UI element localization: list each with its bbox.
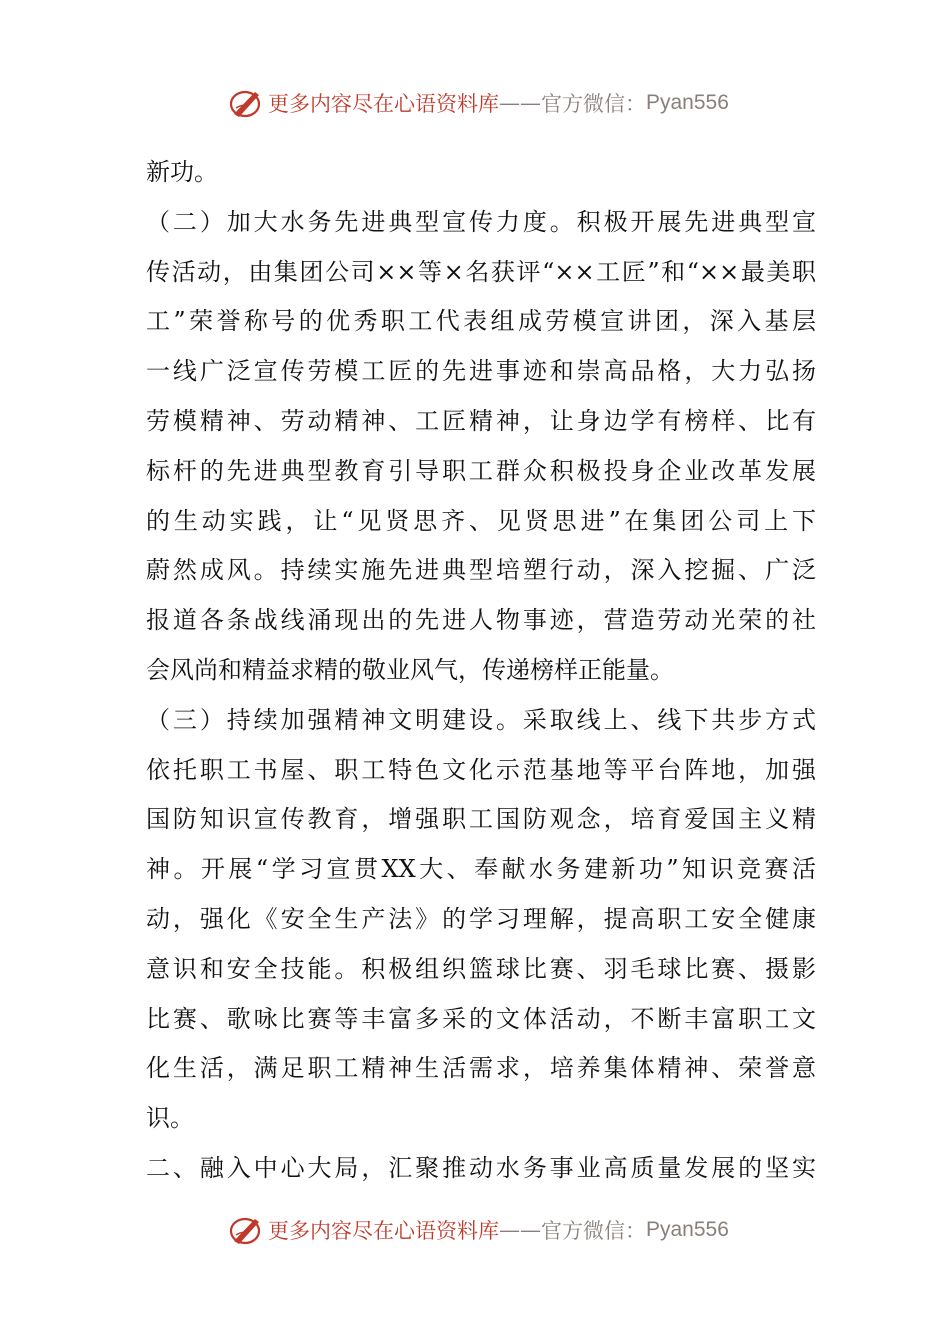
text-line: （三）持续加强精神文明建设。采取线上、线下共步方式 [146, 705, 816, 734]
text-line: 会风尚和精益求精的敬业风气，传递榜样正能量。 [146, 655, 674, 684]
watermark-label: 官方微信： [541, 1219, 646, 1243]
text-line: 传活动，由集团公司××等×名获评“××工匠”和“××最美职 [146, 257, 816, 286]
text-line: 神。开展“学习宣贯XX大、奉献水务建新功”知识竞赛活 [146, 855, 816, 884]
text-line: 国防知识宣传教育，增强职工国防观念，培育爱国主义精 [146, 805, 816, 834]
text-line: 二、融入中心大局，汇聚推动水务事业高质量发展的坚实 [146, 1153, 816, 1182]
watermark-dash: —— [499, 91, 541, 115]
text-line: （二）加大水务先进典型宣传力度。积极开展先进典型宣 [146, 207, 816, 236]
text-line: 动，强化《安全生产法》的学习理解，提高职工安全健康 [146, 904, 816, 933]
watermark-dash: —— [499, 1218, 541, 1242]
text-line: 工”荣誉称号的优秀职工代表组成劳模宣讲团，深入基层 [146, 307, 816, 336]
header-watermark [228, 86, 729, 120]
watermark-wechat-id: Pyan556 [646, 91, 729, 114]
text-line: 识。 [146, 1104, 194, 1133]
pen-logo-icon [228, 1213, 264, 1247]
text-line: 意识和安全技能。积极组织篮球比赛、羽毛球比赛、摄影 [146, 954, 816, 983]
watermark-brand: 更多内容尽在心语资料库 [268, 92, 499, 116]
text-line: 的生动实践，让“见贤思齐、见贤思进”在集团公司上下 [146, 506, 816, 535]
text-line: 标杆的先进典型教育引导职工群众积极投身企业改革发展 [146, 456, 816, 485]
watermark-label: 官方微信： [541, 92, 646, 116]
text-line: 蔚然成风。持续实施先进典型培塑行动，深入挖掘、广泛 [146, 556, 816, 585]
text-line: 劳模精神、劳动精神、工匠精神，让身边学有榜样、比有 [146, 406, 816, 435]
watermark-brand: 更多内容尽在心语资料库 [268, 1219, 499, 1243]
footer-watermark [228, 1213, 729, 1247]
text-line: 比赛、歌咏比赛等丰富多采的文体活动，不断丰富职工文 [146, 1004, 816, 1033]
document-body [146, 148, 816, 1194]
text-line: 化生活，满足职工精神生活需求，培养集体精神、荣誉意 [146, 1054, 816, 1083]
watermark-wechat-id: Pyan556 [646, 1218, 729, 1241]
text-line: 一线广泛宣传劳模工匠的先进事迹和崇高品格，大力弘扬 [146, 357, 816, 386]
text-line: 依托职工书屋、职工特色文化示范基地等平台阵地，加强 [146, 755, 816, 784]
text-line: 报道各条战线涌现出的先进人物事迹，营造劳动光荣的社 [146, 606, 816, 635]
text-line: 新功。 [146, 158, 218, 186]
pen-logo-icon [228, 86, 264, 120]
